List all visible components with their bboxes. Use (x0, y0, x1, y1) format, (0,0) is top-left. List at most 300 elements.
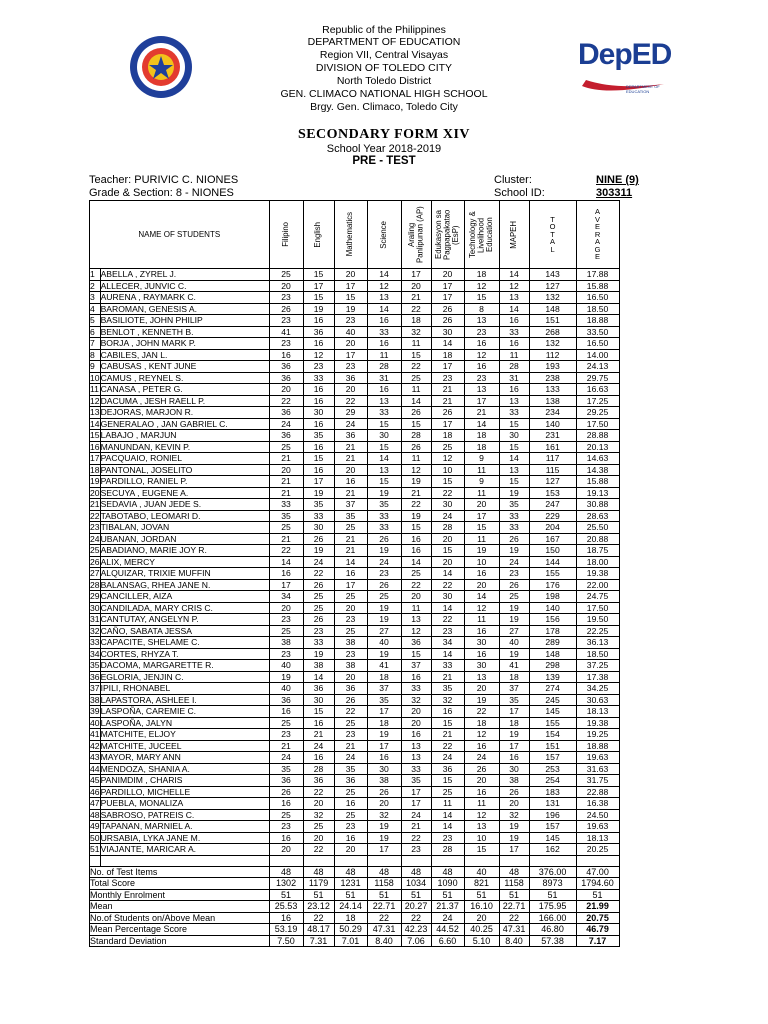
student-name: BENLOT , KENNETH B. (100, 326, 269, 338)
total-score: 245 (529, 694, 576, 706)
ap-score: 20 (401, 717, 431, 729)
tle-score: 18 (464, 269, 499, 281)
science-score: 35 (367, 499, 401, 511)
average-score: 17.25 (576, 395, 619, 407)
science-score: 38 (367, 775, 401, 787)
student-number: 3 (90, 292, 101, 304)
ap-score: 13 (401, 740, 431, 752)
ap-score: 35 (401, 775, 431, 787)
student-number: 33 (90, 637, 100, 648)
math-score: 17 (334, 579, 367, 591)
english-score: 25 (303, 602, 334, 614)
english-score: 17 (303, 280, 334, 292)
student-number: 51 (90, 844, 100, 855)
ap-score: 32 (401, 326, 431, 338)
english-score: 35 (303, 499, 334, 511)
tle-score: 13 (464, 384, 499, 396)
summary-row (90, 912, 620, 924)
tle-score: 24 (464, 752, 499, 764)
table-row (90, 809, 620, 821)
table-row (90, 752, 620, 764)
tle-score: 11 (464, 464, 499, 476)
english-score: 36 (303, 775, 334, 787)
english-score: 28 (303, 763, 334, 775)
average-score: 17.88 (576, 269, 619, 281)
english-value: 48 (303, 866, 334, 878)
mapeh-score: 12 (499, 280, 529, 292)
mapeh-score: 37 (499, 683, 529, 695)
tle-score: 19 (464, 545, 499, 557)
total-score: 193 (529, 361, 576, 373)
summary-label: Mean Percentage Score (90, 924, 270, 936)
average-score: 14.38 (576, 464, 619, 476)
table-row (90, 683, 620, 695)
esp-score: 26 (431, 303, 464, 315)
ap-score: 19 (401, 510, 431, 522)
ap-score: 12 (401, 625, 431, 637)
table-row (90, 671, 620, 683)
filipino-score: 22 (269, 395, 303, 407)
total-score: 131 (529, 798, 576, 810)
student-name: BAROMAN, GENESIS A. (100, 303, 269, 315)
average-score: 18.13 (576, 832, 619, 844)
math-value: 18 (334, 912, 367, 924)
english-score: 24 (303, 556, 334, 568)
filipino-score: 34 (269, 591, 303, 603)
student-number: 22 (90, 510, 100, 521)
ap-score: 25 (401, 372, 431, 384)
science-score: 33 (367, 407, 401, 419)
math-score: 23 (334, 648, 367, 660)
table-row (90, 476, 620, 488)
student-number: 45 (90, 775, 100, 786)
average-score: 29.25 (576, 407, 619, 419)
average-score: 16.50 (576, 292, 619, 304)
ap-score: 21 (401, 821, 431, 833)
science-score: 25 (367, 591, 401, 603)
english-value: 7.31 (303, 935, 334, 947)
student-number: 2 (90, 280, 101, 292)
english-score: 21 (303, 729, 334, 741)
esp-value: 44.52 (431, 924, 464, 936)
student-name: CAMUS , REYNEL S. (100, 372, 269, 384)
student-name: MATCHITE, ELJOY (100, 729, 269, 741)
esp-score: 14 (431, 821, 464, 833)
science-score: 17 (367, 740, 401, 752)
esp-score: 22 (431, 487, 464, 499)
ap-score: 33 (401, 683, 431, 695)
student-name: LASPOÑA, JALYN (100, 717, 269, 729)
science-value: 47.31 (367, 924, 401, 936)
student-number: 47 (90, 798, 100, 809)
table-row (90, 637, 620, 649)
average-score: 16.38 (576, 798, 619, 810)
teacher-label: Teacher: PURIVIC C. NIONES (89, 174, 239, 186)
total-score: 140 (529, 418, 576, 430)
filipino-score: 25 (269, 269, 303, 281)
esp-score: 11 (431, 798, 464, 810)
student-name: LABAJO , MARJUN (100, 430, 269, 442)
total-score: 132 (529, 338, 576, 350)
student-name: BASILIOTE, JOHN PHILIP (100, 315, 269, 327)
student-name: EGLORIA, JENJIN C. (100, 671, 269, 683)
ap-score: 13 (401, 614, 431, 626)
total-score: 234 (529, 407, 576, 419)
filipino-score: 40 (269, 683, 303, 695)
science-score: 14 (367, 303, 401, 315)
student-name: DACUMA , JESH RAELL P. (100, 395, 269, 407)
student-name: CANDILADA, MARY CRIS C. (100, 602, 269, 614)
english-score: 19 (303, 303, 334, 315)
student-number: 21 (90, 499, 100, 510)
science-score: 13 (367, 395, 401, 407)
spacer-row (90, 855, 620, 866)
student-number: 10 (90, 372, 100, 383)
average-score: 15.88 (576, 280, 619, 292)
math-score: 17 (334, 349, 367, 361)
table-row (90, 775, 620, 787)
average-score: 33.50 (576, 326, 619, 338)
summary-label: Standard Deviation (90, 935, 270, 947)
student-number: 20 (90, 487, 100, 498)
filipino-score: 35 (269, 510, 303, 522)
student-name: PARDILLO, MICHELLE (100, 786, 269, 798)
average-value: 20.75 (576, 912, 619, 924)
table-row (90, 407, 620, 419)
math-score: 25 (334, 786, 367, 798)
tle-score: 8 (464, 303, 499, 315)
table-row (90, 821, 620, 833)
english-value: 1179 (303, 878, 334, 890)
table-row (90, 694, 620, 706)
average-score: 34.25 (576, 683, 619, 695)
filipino-score: 36 (269, 430, 303, 442)
tle-score: 11 (464, 798, 499, 810)
math-score: 21 (334, 453, 367, 465)
filipino-score: 23 (269, 338, 303, 350)
tle-score: 12 (464, 280, 499, 292)
student-name: UBANAN, JORDAN (100, 533, 269, 545)
science-value: 48 (367, 866, 401, 878)
english-score: 24 (303, 740, 334, 752)
mapeh-score: 14 (499, 453, 529, 465)
student-number: 6 (90, 326, 101, 338)
science-score: 16 (367, 752, 401, 764)
student-name: TIBALAN, JOVAN (100, 522, 269, 534)
total-score: 132 (529, 292, 576, 304)
total-score: 133 (529, 384, 576, 396)
total-score: 156 (529, 614, 576, 626)
ap-score: 20 (401, 280, 431, 292)
filipino-score: 25 (269, 809, 303, 821)
esp-value: 24 (431, 912, 464, 924)
esp-score: 21 (431, 384, 464, 396)
student-name: ALQUIZAR, TRIXIE MUFFIN (100, 568, 269, 580)
english-score: 19 (303, 487, 334, 499)
english-score: 23 (303, 625, 334, 637)
english-score: 26 (303, 579, 334, 591)
total-value: 166.00 (529, 912, 576, 924)
tle-value: 5.10 (464, 935, 499, 947)
total-score: 150 (529, 545, 576, 557)
average-score: 22.88 (576, 786, 619, 798)
esp-score: 14 (431, 648, 464, 660)
english-score: 26 (303, 614, 334, 626)
mapeh-score: 26 (499, 786, 529, 798)
esp-score: 17 (431, 280, 464, 292)
average-score: 24.50 (576, 809, 619, 821)
average-score: 17.50 (576, 602, 619, 614)
math-score: 35 (334, 510, 367, 522)
esp-score: 30 (431, 326, 464, 338)
header-division: DIVISION OF TOLEDO CITY (315, 62, 453, 74)
tle-score: 9 (464, 453, 499, 465)
esp-score: 26 (431, 315, 464, 327)
ap-score: 17 (401, 786, 431, 798)
mapeh-score: 17 (499, 706, 529, 718)
mapeh-score: 18 (499, 671, 529, 683)
english-score: 36 (303, 326, 334, 338)
mapeh-score: 15 (499, 418, 529, 430)
student-number: 48 (90, 809, 100, 820)
student-name: ABELLA , ZYREL J. (100, 269, 269, 281)
table-row (90, 545, 620, 557)
mapeh-score: 19 (499, 648, 529, 660)
esp-score: 24 (431, 510, 464, 522)
deped-logo (576, 36, 672, 96)
filipino-score: 38 (269, 637, 303, 649)
science-score: 20 (367, 798, 401, 810)
english-score: 22 (303, 568, 334, 580)
column-header-name: NAME OF STUDENTS (90, 201, 270, 269)
ap-score: 25 (401, 568, 431, 580)
deped-logo-subtext: DEPARTMENT OF EDUCATION (626, 84, 660, 94)
science-score: 15 (367, 476, 401, 488)
student-name: CANASA , PETER G. (100, 384, 269, 396)
esp-score: 15 (431, 717, 464, 729)
esp-value: 1090 (431, 878, 464, 890)
total-score: 115 (529, 464, 576, 476)
esp-score: 14 (431, 809, 464, 821)
total-score: 112 (529, 349, 576, 361)
student-name: TABOTABO, LEOMARI D. (100, 510, 269, 522)
mapeh-score: 33 (499, 407, 529, 419)
table-row (90, 844, 620, 856)
ap-score: 20 (401, 591, 431, 603)
filipino-score: 23 (269, 821, 303, 833)
ap-value: 20.27 (401, 901, 431, 913)
english-score: 16 (303, 384, 334, 396)
average-value: 47.00 (576, 866, 619, 878)
ap-score: 22 (401, 832, 431, 844)
filipino-score: 36 (269, 361, 303, 373)
mapeh-score: 19 (499, 487, 529, 499)
filipino-score: 25 (269, 625, 303, 637)
student-name: CABILES, JAN L. (100, 349, 269, 361)
summary-label: Mean (90, 901, 270, 913)
student-number: 32 (90, 625, 100, 636)
student-number: 26 (90, 556, 100, 567)
math-score: 23 (334, 821, 367, 833)
filipino-score: 23 (269, 292, 303, 304)
table-row (90, 763, 620, 775)
filipino-value: 53.19 (269, 924, 303, 936)
esp-score: 28 (431, 844, 464, 856)
student-number: 50 (90, 832, 100, 843)
table-row (90, 625, 620, 637)
science-score: 13 (367, 292, 401, 304)
table-row (90, 786, 620, 798)
total-value: 57.38 (529, 935, 576, 947)
ap-score: 32 (401, 694, 431, 706)
table-row (90, 533, 620, 545)
average-score: 18.75 (576, 545, 619, 557)
science-score: 33 (367, 522, 401, 534)
ap-score: 21 (401, 292, 431, 304)
esp-score: 23 (431, 832, 464, 844)
esp-score: 18 (431, 349, 464, 361)
science-value: 22.71 (367, 901, 401, 913)
student-name: PUEBLA, MONALIZA (100, 798, 269, 810)
science-score: 19 (367, 729, 401, 741)
table-row (90, 418, 620, 430)
mapeh-score: 33 (499, 326, 529, 338)
math-score: 37 (334, 499, 367, 511)
science-score: 15 (367, 441, 401, 453)
mapeh-score: 16 (499, 315, 529, 327)
total-value: 8973 (529, 878, 576, 890)
summary-label: Total Score (90, 878, 270, 890)
tle-score: 16 (464, 648, 499, 660)
esp-score: 30 (431, 499, 464, 511)
ap-score: 33 (401, 763, 431, 775)
math-score: 23 (334, 729, 367, 741)
esp-score: 26 (431, 407, 464, 419)
student-name: PARDILLO, RANIEL P. (100, 476, 269, 488)
science-score: 17 (367, 706, 401, 718)
esp-score: 14 (431, 602, 464, 614)
student-number: 11 (90, 384, 99, 395)
mapeh-value: 22.71 (499, 901, 529, 913)
tle-score: 21 (464, 407, 499, 419)
table-row (90, 280, 620, 292)
science-value: 51 (367, 889, 401, 901)
tle-score: 16 (464, 361, 499, 373)
esp-score: 17 (431, 418, 464, 430)
total-value: 46.80 (529, 924, 576, 936)
tle-score: 20 (464, 579, 499, 591)
student-number: 37 (90, 683, 100, 694)
student-name: CANTUTAY, ANGELYN P. (100, 614, 269, 626)
student-number: 31 (90, 614, 100, 625)
math-score: 38 (334, 637, 367, 649)
table-row (90, 487, 620, 499)
student-number: 18 (90, 464, 100, 475)
math-score: 16 (334, 476, 367, 488)
ap-score: 18 (401, 315, 431, 327)
cluster-value: NINE (9) (596, 174, 639, 186)
table-row (90, 510, 620, 522)
science-score: 40 (367, 637, 401, 649)
tle-score: 23 (464, 326, 499, 338)
science-score: 26 (367, 533, 401, 545)
esp-score: 14 (431, 568, 464, 580)
filipino-score: 20 (269, 844, 303, 856)
filipino-score: 26 (269, 303, 303, 315)
ap-score: 15 (401, 648, 431, 660)
student-name: MANUNDAN, KEVIN P. (100, 441, 269, 453)
student-number: 8 (90, 349, 101, 361)
student-name: SEDAVIA , JUAN JEDE S. (100, 499, 269, 511)
english-score: 15 (303, 269, 334, 281)
total-value: 376.00 (529, 866, 576, 878)
header-school: GEN. CLIMACO NATIONAL HIGH SCHOOL (280, 88, 488, 100)
student-name: PANTONAL, JOSELITO (100, 464, 269, 476)
ap-score: 16 (401, 533, 431, 545)
header-region: Region VII, Central Visayas (319, 49, 449, 61)
mapeh-value: 47.31 (499, 924, 529, 936)
summary-row (90, 935, 620, 947)
math-score: 20 (334, 602, 367, 614)
ap-score: 37 (401, 660, 431, 672)
math-score: 15 (334, 292, 367, 304)
english-value: 22 (303, 912, 334, 924)
total-score: 274 (529, 683, 576, 695)
total-score: 178 (529, 625, 576, 637)
student-number: 29 (90, 591, 100, 602)
student-name: SECUYA , EUGENE A. (100, 487, 269, 499)
english-score: 16 (303, 441, 334, 453)
student-name: AURENA , RAYMARK C. (100, 292, 269, 304)
english-score: 23 (303, 361, 334, 373)
student-name: CABUSAS , KENT JUNE (100, 361, 269, 373)
tle-score: 14 (464, 591, 499, 603)
filipino-score: 21 (269, 740, 303, 752)
mapeh-score: 17 (499, 740, 529, 752)
tle-score: 9 (464, 476, 499, 488)
table-row (90, 453, 620, 465)
average-score: 37.25 (576, 660, 619, 672)
tle-score: 23 (464, 372, 499, 384)
ap-value: 48 (401, 866, 431, 878)
filipino-score: 20 (269, 280, 303, 292)
student-name: SABROSO, PATREIS C. (100, 809, 269, 821)
esp-score: 28 (431, 522, 464, 534)
average-score: 28.88 (576, 430, 619, 442)
science-score: 28 (367, 361, 401, 373)
student-name: PACQUAIO, RONIEL (100, 453, 269, 465)
average-score: 22.25 (576, 625, 619, 637)
mapeh-score: 13 (499, 464, 529, 476)
student-name: LASPOÑA, CAREMIE C. (100, 706, 269, 718)
tle-score: 20 (464, 683, 499, 695)
student-name: ALIX, MERCY (100, 556, 269, 568)
esp-score: 15 (431, 545, 464, 557)
total-score: 138 (529, 395, 576, 407)
average-score: 14.63 (576, 453, 619, 465)
column-header-average: A V E R A G E (576, 201, 619, 269)
science-score: 17 (367, 844, 401, 856)
average-score: 31.63 (576, 763, 619, 775)
table-row (90, 660, 620, 672)
science-score: 26 (367, 579, 401, 591)
ap-score: 19 (401, 476, 431, 488)
tle-score: 12 (464, 349, 499, 361)
tle-score: 14 (464, 418, 499, 430)
ap-score: 36 (401, 637, 431, 649)
summary-label: No.of Students on/Above Mean (90, 912, 270, 924)
math-score: 25 (334, 809, 367, 821)
